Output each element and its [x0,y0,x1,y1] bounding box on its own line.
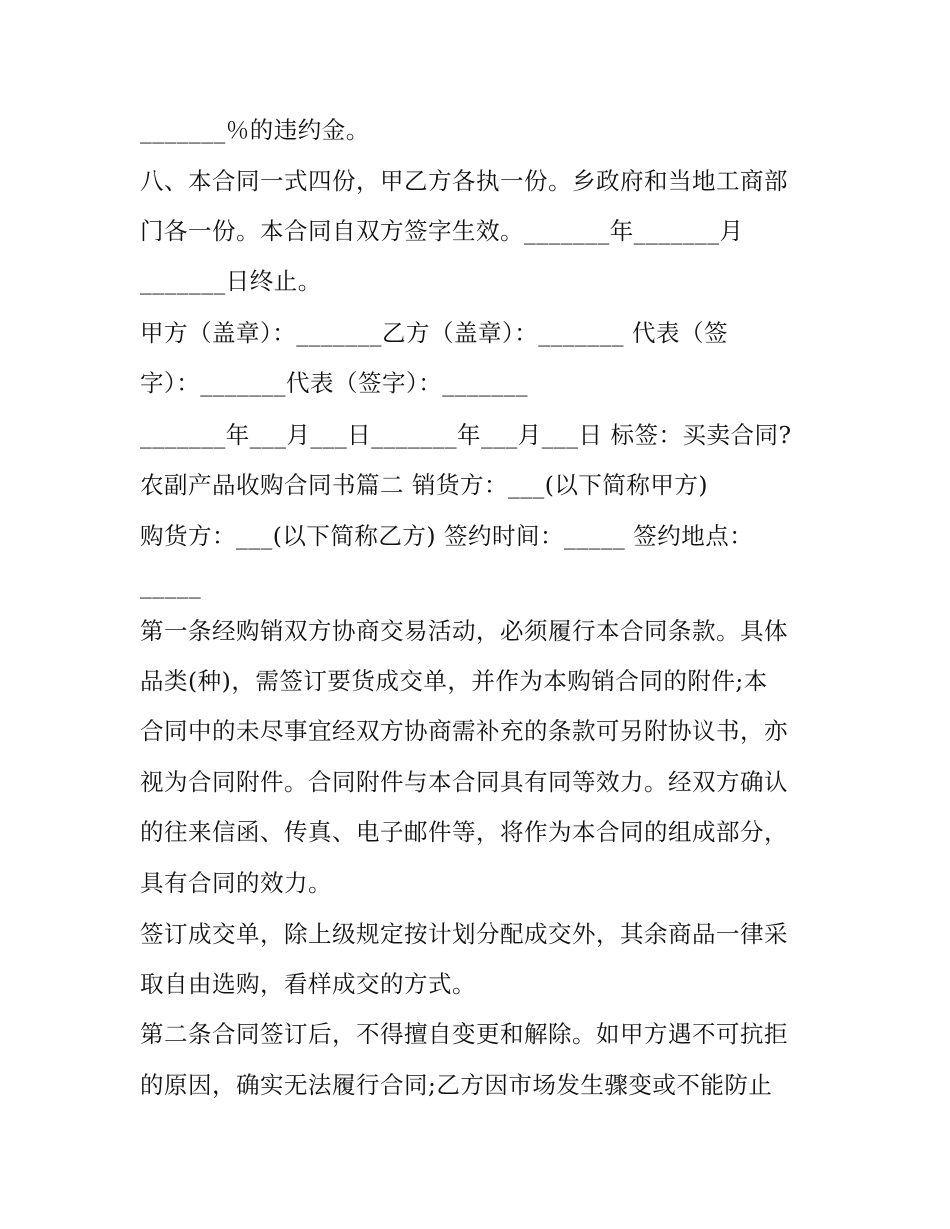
text-line: 的往来信函、传真、电子邮件等，将作为本合同的组成部分， [140,818,788,846]
text-line: _______％的违约金。 [140,116,370,144]
text-line: _______日终止。 [140,267,322,295]
text-line: 甲方（盖章）：_______乙方（盖章）：_______ 代表（签 [140,319,728,347]
text-line: 农副产品收购合同书篇二 销货方：___(以下简称甲方) [140,471,709,499]
text-line: 品类(种)，需签订要货成交单，并作为本购销合同的附件;本 [140,667,768,695]
text-line: 第二条合同签订后，不得擅自变更和解除。如甲方遇不可抗拒 [140,1020,788,1048]
text-line: 八、本合同一式四份，甲乙方各执一份。乡政府和当地工商部 [140,167,788,195]
text-line: _____ [140,571,202,599]
text-line: 门各一份。本合同自双方签字生效。_______年_______月 [140,217,744,245]
text-line: 字）：_______代表（签字）：_______ [140,369,528,397]
text-line: 视为合同附件。合同附件与本合同具有同等效力。经双方确认 [140,768,788,796]
text-line: 签订成交单，除上级规定按计划分配成交外，其余商品一律采 [140,920,788,948]
text-line: 取自由选购，看样成交的方式。 [140,970,476,998]
text-line: _______年___月___日_______年___月___日 标签：买卖合同? [140,421,792,449]
text-line: 第一条经购销双方协商交易活动，必须履行本合同条款。具体 [140,617,788,645]
text-line: 合同中的未尽事宜经双方协商需补充的条款可另附协议书，亦 [140,717,788,745]
text-line: 具有合同的效力。 [140,869,332,897]
text-line: 购货方：___(以下简称乙方) 签约时间：_____ 签约地点： [140,522,754,550]
text-line: 的原因，确实无法履行合同;乙方因市场发生骤变或不能防止 [140,1071,773,1099]
